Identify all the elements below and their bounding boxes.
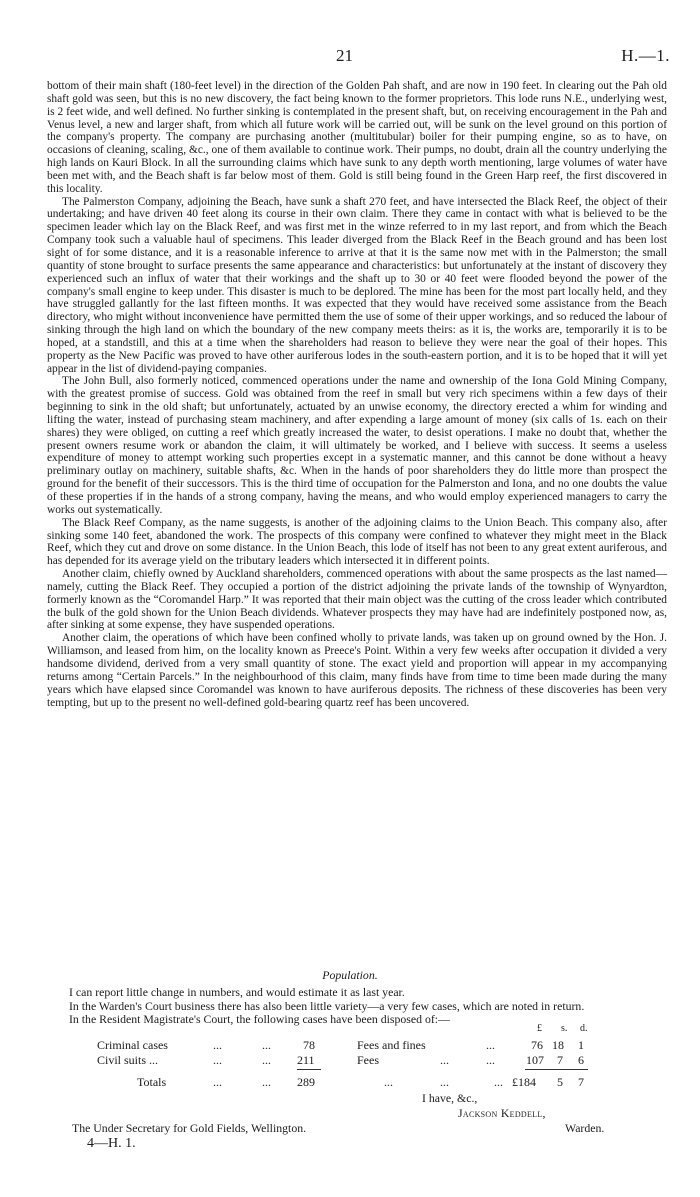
leader-dots: ... xyxy=(213,1038,222,1052)
paragraph-population-estimate: I can report little change in numbers, and would estimate it as last year. xyxy=(69,985,405,999)
case-type-label: Criminal cases xyxy=(97,1038,168,1052)
addressee: The Under Secretary for Gold Fields, Wellington. xyxy=(72,1121,307,1135)
paragraph-auckland-claim: Another claim, chiefly owned by Auckland shareholders, commenced operations with about the same prospects as the last named—namely, cutting the Black Reef. They occupied a portion of the district adjoining the private lands of the township of Wynyardton, formerly known as the “Coromandel Harp.” It was reported that their main object was the cutting of the cross leader which contributed the bulk of the gold shown for the Union Beach dividends. Whatever prospects they may have had are indefinitely postponed now, as, after sinking at some expense, they have suspended operations. xyxy=(47,568,667,632)
leader-dots: ... xyxy=(486,1053,495,1067)
total-shillings: 5 xyxy=(557,1075,563,1089)
signatory-title: Warden. xyxy=(565,1121,605,1135)
fee-total-rule xyxy=(525,1069,588,1070)
fee-pence: 1 xyxy=(578,1038,584,1052)
fee-pounds: 107 xyxy=(526,1053,544,1067)
leader-dots: ... xyxy=(486,1038,495,1052)
total-pence: 7 xyxy=(578,1075,584,1089)
leader-dots: ... xyxy=(213,1053,222,1067)
document-reference: H.—1. xyxy=(621,46,670,65)
case-count: 78 xyxy=(303,1038,315,1052)
header-shillings: s. xyxy=(561,1023,568,1034)
population-text xyxy=(47,986,667,1027)
header-pounds: £ xyxy=(537,1023,542,1034)
paragraph-private-lands-claim: Another claim, the operations of which have been confined wholly to private lands, was taken up on ground owned by the Hon. J. Williamson, and leased from him, on the locality known as Preece's Point. Within a very few weeks after occupation it divided a very handsome dividend, derived from a very small quantity of stone. The exact yield and proportion will appear in my accompanying returns among “Certain Parcels.” In the neighbourhood of this claim, many finds have from time to time been made during the many years which have elapsed since Coromandel was known to have auriferous deposits. The richness of these discoveries has been very tempting, but up to the present no well-defined gold-bearing quartz reef has been uncovered. xyxy=(47,632,667,709)
case-count: 211 xyxy=(297,1053,315,1067)
paragraph-john-bull: The John Bull, also formerly noticed, commenced operations under the name and ownership of the Iona Gold Mining Company, with the greatest promise of success. Gold was obtained from the reef in small but very rich specimens within a few days of their beginning to sink in the old shaft; but unfortunately, actuated by an unwise economy, the directory erected a whim for winding and lifting the water, instead of purchasing steam machinery, and after expending a large amount of money (six calls of 1s. each on their shares) they were obliged, on cutting a reef which greatly increased the water, to desist operations. I make no doubt that, whether the present owners resume work or abandon the claim, it will ultimately be worked, and I believe with success. It seems a useless expenditure of money to attempt working such properties except in a systematic manner, and this cannot be done without a heavy preliminary outlay on machinery, suitable shafts, &c. When in the hands of poor shareholders they do little more than prospect the ground for the benefit of their successors. This is the third time of occupation for the Palmerston and Iona, and no one doubts the value of these properties if in the hands of a strong company, having the means, and who would employ experienced managers to carry the works out systematically. xyxy=(47,375,667,516)
body-text xyxy=(47,80,667,709)
header-pence: d. xyxy=(580,1023,588,1034)
fee-shillings: 7 xyxy=(557,1053,563,1067)
paragraph-magistrates-court: In the Resident Magistrate's Court, the following cases have been disposed of:— xyxy=(69,1012,450,1027)
paragraph-palmerston-company: The Palmerston Company, adjoining the Beach, have sunk a shaft 270 feet, and have intersected the Black Reef, the object of their undertaking; and have driven 40 feet along its course in their own claim. There they came in contact with what is believed to be the specimen leader which lay on the Black Reef, and was first met in the winze referred to in my last report, and from which the Beach Company took such a valuable haul of specimens. This leader diverged from the Black Reef in the Beach ground and has been lost sight of for some distance, and it is a reasonable inference to arrive at that it is the same now met with in the Palmerston; the small quantity of stone brought to surface presents the same appearance and characteristics: but unfortunately at the instant of discovery they experienced such an influx of water that their workings and the shaft up to 30 or 40 feet were flooded beyond the power of the company's small engine to keep under. This disaster is much to be deplored. The mine has been for the most part locally held, and they have struggled gallantly for the last fifteen months. It was expected that they would have received some assistance from the Beach directory, who might without inconvenience have permitted them the use of some of their upper workings, and so reduced the labour of sinking through the high land on which the boundary of the new company meets theirs: as it is, the works are, temporarily it is to be hoped, at a standstill, and this at a time when the shareholders had reason to believe they were near the goal of their hopes. This property as the New Pacific was proved to have other auriferous lodes in the south-eastern portion, and it is to be hoped that it will yet appear in the list of dividend-paying companies. xyxy=(47,195,667,375)
fee-pence: 6 xyxy=(578,1053,584,1067)
paragraph-beach-shaft: bottom of their main shaft (180-feet level) in the direction of the Golden Pah shaft, and are now in 190 feet. In clearing out the Pah old shaft gold was seen, but this is no new discovery, the fact being known to the former proprietors. This lode runs N.E., underlying west, is 2 feet wide, and well defined. No further sinking is contemplated in the present shaft, but, on receiving encouragement in the Pah and Venus level, a new and larger shaft, from which all future work will be carried out, will be sunk on the level ground on this portion of the company's property. The company are purchasing another (multitubular) boiler for their pumping engine, so as to have, on occasions of cleaning, scaling, &c., one of them available to continue work. Their pumps, no doubt, drain all the country underlying the high lands on Kauri Block. In all the surrounding claims which have sunk to any depth worth mentioning, large volumes of water have been met with, and the Beach shaft is far below most of them. Gold is still being found in the Green Harp reef, the first discovered in this locality. xyxy=(47,80,667,195)
fee-shillings: 18 xyxy=(552,1038,564,1052)
leader-dots: ... xyxy=(384,1075,393,1089)
signatory-name: Jackson Keddell, xyxy=(458,1106,546,1120)
count-total-rule xyxy=(297,1069,321,1070)
paragraph-black-reef-company: The Black Reef Company, as the name suggests, is another of the adjoining claims to the Union Beach. This company also, after sinking some 140 feet, abandoned the work. The prospects of this company were confined to whatever they might meet in the Black Reef, which they cut and drove on some distance. In the Union Beach, this lode of itself has not been to any great extent auriferous, and has depended for its average yield on the tributary leaders which intersected it in different points. xyxy=(47,516,667,568)
leader-dots: ... xyxy=(262,1038,271,1052)
leader-dots: ... xyxy=(262,1053,271,1067)
section-title-population: Population. xyxy=(322,968,378,982)
page-number: 21 xyxy=(336,46,353,65)
case-type-label: Civil suits ... xyxy=(97,1053,159,1067)
signature-mark: 4—H. 1. xyxy=(87,1136,136,1151)
fee-label: Fees and fines xyxy=(357,1038,426,1052)
leader-dots: ... xyxy=(440,1053,449,1067)
total-count: 289 xyxy=(297,1075,315,1089)
leader-dots: ... xyxy=(494,1075,503,1089)
fee-pounds: 76 xyxy=(531,1038,543,1052)
totals-label: Totals xyxy=(137,1075,167,1089)
total-pounds: £184 xyxy=(512,1075,536,1089)
closing-salutation: I have, &c., xyxy=(422,1091,478,1105)
leader-dots: ... xyxy=(213,1075,222,1089)
paragraph-wardens-court: In the Warden's Court business there has also been little variety—a very few cases, which are noted in return. xyxy=(69,998,585,1013)
fee-label: Fees xyxy=(357,1053,379,1067)
leader-dots: ... xyxy=(262,1075,271,1089)
leader-dots: ... xyxy=(440,1075,449,1089)
page-header xyxy=(0,46,700,70)
